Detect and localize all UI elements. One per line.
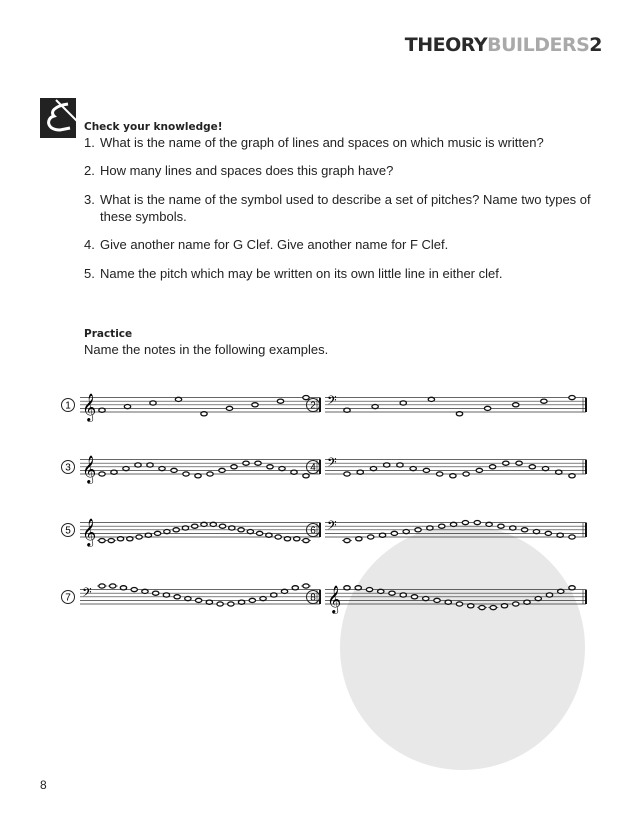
whole-note: [99, 584, 105, 588]
whole-note: [490, 606, 496, 610]
whole-note: [503, 461, 509, 465]
question-4: 4. Give another name for G Clef. Give another name for F Clef.: [84, 237, 449, 252]
whole-note: [163, 593, 169, 597]
bass-clef-icon: 𝄢: [327, 455, 337, 473]
whole-note: [450, 522, 456, 526]
whole-note: [529, 465, 535, 469]
whole-note: [271, 593, 277, 597]
whole-note: [291, 470, 297, 474]
example-number: 2: [310, 400, 316, 412]
whole-note: [516, 461, 522, 465]
bass-clef-icon: 𝄢: [327, 393, 337, 411]
whole-note: [201, 412, 207, 416]
whole-note: [344, 472, 350, 476]
whole-note: [249, 598, 255, 602]
whole-note: [123, 467, 129, 471]
whole-note: [513, 403, 519, 407]
example-2: [307, 393, 587, 416]
whole-note: [428, 397, 434, 401]
whole-note: [255, 461, 261, 465]
whole-note: [185, 597, 191, 601]
whole-note: [462, 521, 468, 525]
whole-note: [195, 598, 201, 602]
whole-note: [356, 537, 362, 541]
whole-note: [384, 463, 390, 467]
whole-note: [275, 535, 281, 539]
whole-note: [174, 595, 180, 599]
whole-note: [217, 602, 223, 606]
example-number: 5: [65, 525, 71, 537]
whole-note: [231, 465, 237, 469]
whole-note: [131, 588, 137, 592]
whole-note: [238, 528, 244, 532]
whole-note: [136, 535, 142, 539]
whole-note: [489, 465, 495, 469]
whole-note: [474, 521, 480, 525]
whole-note: [171, 468, 177, 472]
treble-clef-icon: 𝄞: [82, 455, 97, 483]
whole-note: [266, 533, 272, 537]
whole-note: [557, 533, 563, 537]
example-6: [307, 518, 587, 543]
example-number: 8: [310, 592, 316, 604]
whole-note: [164, 530, 170, 534]
whole-note: [292, 586, 298, 590]
whole-note: [456, 412, 462, 416]
whole-note: [379, 533, 385, 537]
whole-note: [159, 467, 165, 471]
whole-note: [486, 522, 492, 526]
whole-note: [355, 586, 361, 590]
whole-note: [411, 595, 417, 599]
whole-note: [120, 586, 126, 590]
whole-note: [195, 474, 201, 478]
question-5: 5. Name the pitch which may be written on its own little line in either clef.: [84, 266, 503, 281]
whole-note: [510, 526, 516, 530]
whole-note: [99, 408, 105, 412]
whole-note: [175, 397, 181, 401]
example-number: 1: [65, 400, 71, 412]
whole-note: [423, 597, 429, 601]
whole-note: [357, 470, 363, 474]
whole-note: [524, 600, 530, 604]
whole-note: [391, 531, 397, 535]
example-number: 3: [65, 462, 71, 474]
whole-note: [127, 537, 133, 541]
whole-note: [256, 531, 262, 535]
whole-note: [427, 526, 433, 530]
whole-note: [370, 467, 376, 471]
whole-note: [238, 600, 244, 604]
question-1: 1. What is the name of the graph of lines and spaces on which music is written?: [84, 135, 544, 150]
example-number: 6: [310, 525, 316, 537]
whole-note: [344, 408, 350, 412]
check-heading: Check your knowledge!: [84, 121, 223, 133]
whole-note: [207, 472, 213, 476]
whole-note: [556, 470, 562, 474]
whole-note: [228, 602, 234, 606]
whole-note: [219, 524, 225, 528]
whole-note: [279, 467, 285, 471]
whole-note: [389, 591, 395, 595]
example-3: [62, 455, 321, 484]
whole-note: [281, 589, 287, 593]
whole-note: [99, 472, 105, 476]
whole-note: [247, 530, 253, 534]
whole-note: [450, 474, 456, 478]
treble-clef-icon: 𝄞: [327, 585, 342, 613]
whole-note: [183, 472, 189, 476]
example-1: [62, 393, 321, 422]
example-number: 7: [65, 592, 71, 604]
whole-note: [400, 401, 406, 405]
whole-note: [145, 533, 151, 537]
whole-note: [378, 589, 384, 593]
whole-note: [150, 401, 156, 405]
whole-note: [206, 600, 212, 604]
whole-note: [542, 467, 548, 471]
treble-clef-icon: 𝄞: [82, 393, 97, 421]
whole-note: [445, 600, 451, 604]
whole-note: [243, 461, 249, 465]
title-builders: BUILDERS: [487, 34, 590, 56]
whole-note: [135, 463, 141, 467]
whole-note: [463, 472, 469, 476]
question-2: 2. How many lines and spaces does this graph have?: [84, 163, 394, 178]
whole-note: [226, 406, 232, 410]
example-number: 4: [310, 462, 316, 474]
title-theory: THEORY: [404, 34, 488, 56]
whole-note: [124, 405, 130, 409]
example-5: [62, 518, 321, 547]
whole-note: [182, 526, 188, 530]
whole-note: [344, 586, 350, 590]
whole-note: [400, 593, 406, 597]
whole-note: [546, 593, 552, 597]
whole-note: [117, 537, 123, 541]
whole-note: [569, 396, 575, 400]
whole-note: [303, 584, 309, 588]
title-number: 2: [589, 34, 602, 56]
whole-note: [367, 535, 373, 539]
page-number: 8: [40, 778, 47, 792]
whole-note: [192, 524, 198, 528]
whole-note: [111, 470, 117, 474]
whole-note: [545, 531, 551, 535]
whole-note: [569, 474, 575, 478]
whole-note: [456, 602, 462, 606]
whole-note: [541, 399, 547, 403]
whole-note: [423, 468, 429, 472]
whole-note: [303, 396, 309, 400]
whole-note: [533, 530, 539, 534]
example-4: [307, 455, 587, 478]
whole-note: [142, 589, 148, 593]
whole-note: [498, 524, 504, 528]
example-7: [62, 584, 321, 606]
whole-note: [366, 588, 372, 592]
example-8: [307, 585, 587, 614]
whole-note: [484, 406, 490, 410]
whole-note: [569, 535, 575, 539]
whole-note: [229, 526, 235, 530]
whole-note: [173, 528, 179, 532]
whole-note: [476, 468, 482, 472]
whole-note: [108, 539, 114, 543]
whole-note: [513, 602, 519, 606]
practice-instruction: Name the notes in the following examples.: [84, 342, 329, 357]
whole-note: [267, 465, 273, 469]
whole-note: [152, 591, 158, 595]
whole-note: [436, 472, 442, 476]
whole-note: [284, 537, 290, 541]
whole-note: [569, 586, 575, 590]
whole-note: [501, 604, 507, 608]
whole-note: [201, 522, 207, 526]
whole-note: [415, 528, 421, 532]
whole-note: [303, 539, 309, 543]
question-3: 3. What is the name of the symbol used to describe a set of pitches? Name two types of these symbols.: [84, 192, 591, 224]
whole-note: [410, 467, 416, 471]
whole-note: [260, 597, 266, 601]
practice-heading: Practice: [84, 328, 133, 340]
whole-note: [147, 463, 153, 467]
whole-note: [479, 606, 485, 610]
whole-note: [154, 531, 160, 535]
whole-note: [439, 524, 445, 528]
whole-note: [219, 468, 225, 472]
whole-note: [210, 522, 216, 526]
whole-note: [294, 537, 300, 541]
whole-note: [397, 463, 403, 467]
whole-note: [252, 403, 258, 407]
whole-note: [521, 528, 527, 532]
whole-note: [403, 530, 409, 534]
bass-clef-icon: 𝄢: [82, 585, 92, 603]
whole-note: [434, 598, 440, 602]
bass-clef-icon: 𝄢: [327, 518, 337, 536]
whole-note: [558, 589, 564, 593]
treble-clef-icon: 𝄞: [82, 518, 97, 546]
whole-note: [277, 399, 283, 403]
whole-note: [372, 405, 378, 409]
whole-note: [99, 539, 105, 543]
whole-note: [344, 539, 350, 543]
whole-note: [468, 604, 474, 608]
whole-note: [110, 584, 116, 588]
whole-note: [303, 474, 309, 478]
whole-note: [535, 597, 541, 601]
